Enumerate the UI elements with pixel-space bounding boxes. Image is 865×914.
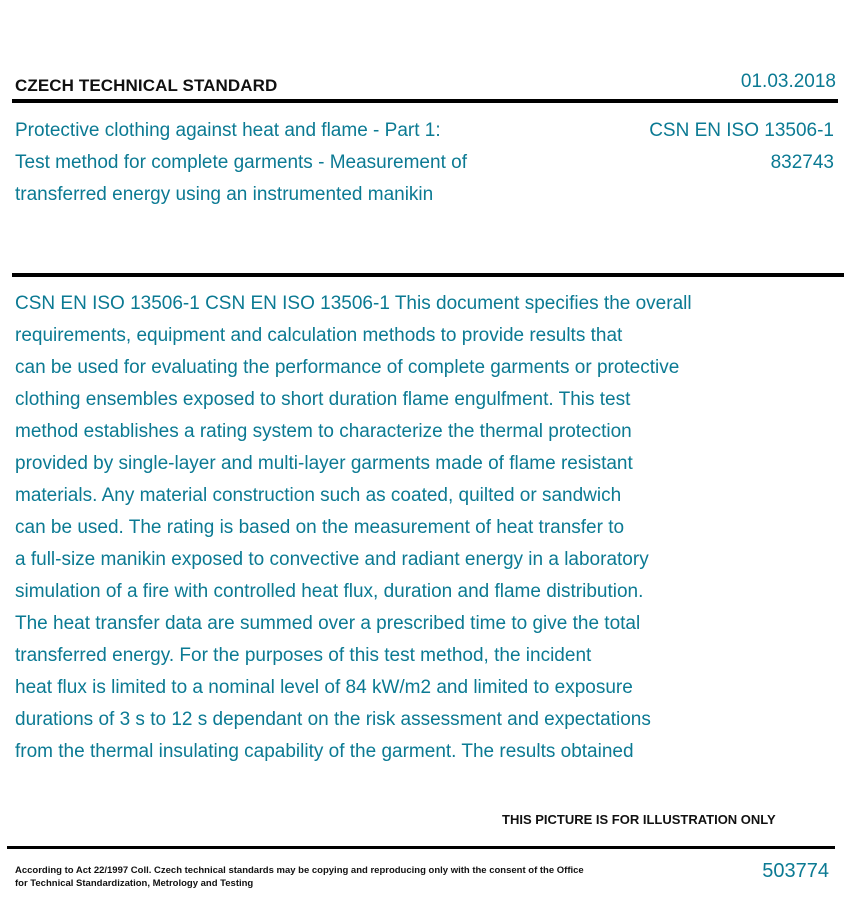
footer-divider xyxy=(7,846,835,849)
header-divider xyxy=(12,99,838,103)
publication-date: 01.03.2018 xyxy=(740,71,836,92)
abstract-line: provided by single-layer and multi-layer garments made of flame resistant xyxy=(15,453,633,474)
abstract-line: heat flux is limited to a nominal level of 84 kW/m2 and limited to exposure xyxy=(15,677,633,698)
legal-notice-line: for Technical Standardization, Metrology and Testing xyxy=(15,878,254,889)
abstract-line: CSN EN ISO 13506-1 CSN EN ISO 13506-1 This document specifies the overall xyxy=(15,293,692,314)
abstract-line: method establishes a rating system to characterize the thermal protection xyxy=(15,421,632,442)
abstract-line: a full-size manikin exposed to convective and radiant energy in a laboratory xyxy=(15,549,649,570)
catalog-number: 832743 xyxy=(770,152,834,173)
document-codes xyxy=(649,115,834,179)
legal-notice-line: According to Act 22/1997 Coll. Czech technical standards may be copying and reproducing only with the consent of the Office xyxy=(15,865,584,876)
document-title xyxy=(15,115,575,211)
abstract-line: clothing ensembles exposed to short duration flame engulfment. This test xyxy=(15,389,631,410)
title-divider xyxy=(12,273,844,277)
legal-notice xyxy=(15,864,595,890)
abstract-line: can be used for evaluating the performance of complete garments or protective xyxy=(15,357,680,378)
abstract-text xyxy=(15,288,815,768)
title-line: transferred energy using an instrumented manikin xyxy=(15,184,434,205)
abstract-line: transferred energy. For the purposes of this test method, the incident xyxy=(15,645,592,666)
abstract-line: materials. Any material construction such as coated, quilted or sandwich xyxy=(15,485,622,506)
abstract-line: The heat transfer data are summed over a prescribed time to give the total xyxy=(15,613,641,634)
document-number: 503774 xyxy=(762,860,829,882)
title-line: Test method for complete garments - Measurement of xyxy=(15,152,467,173)
abstract-line: simulation of a fire with controlled heat flux, duration and flame distribution. xyxy=(15,581,644,602)
illustration-note: THIS PICTURE IS FOR ILLUSTRATION ONLY xyxy=(502,812,776,827)
standard-type-label: CZECH TECHNICAL STANDARD xyxy=(15,76,278,95)
abstract-line: requirements, equipment and calculation methods to provide results that xyxy=(15,325,623,346)
standard-number: CSN EN ISO 13506-1 xyxy=(649,120,834,141)
abstract-line: from the thermal insulating capability of the garment. The results obtained xyxy=(15,741,634,762)
abstract-line: can be used. The rating is based on the measurement of heat transfer to xyxy=(15,517,625,538)
title-line: Protective clothing against heat and flame - Part 1: xyxy=(15,120,441,141)
abstract-line: durations of 3 s to 12 s dependant on the risk assessment and expectations xyxy=(15,709,651,730)
